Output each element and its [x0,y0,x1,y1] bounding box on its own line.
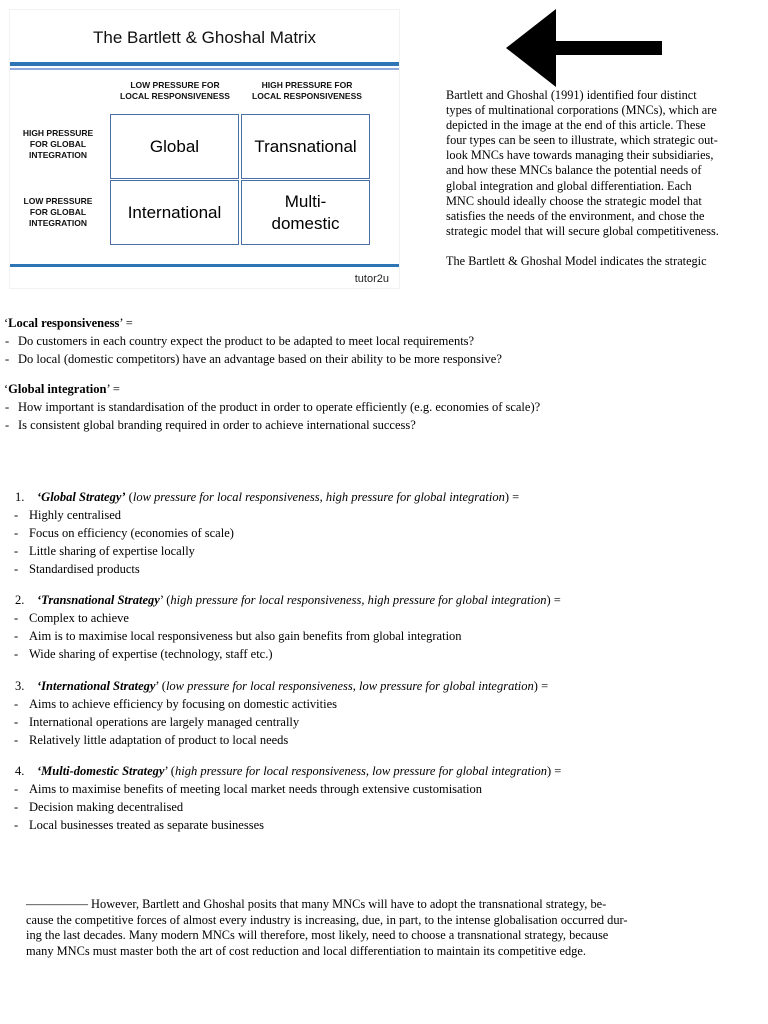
strategy-heading: 1. ‘Global Strategy’ (low pressure for local responsiveness, high pressure for global integration) = [15,490,520,504]
column-header-low-local: LOW PRESSURE FOR LOCAL RESPONSIVENESS [120,80,230,101]
list-item: - Do local (domestic competitors) have an advantage based on their ability to be more responsive? [4,350,764,368]
list-item: - Decision making decentralised [0,798,768,816]
definition-term: Global integration [8,382,107,396]
strategy-list [0,609,768,663]
list-item: - Highly centralised [0,506,768,524]
definition-global-integration [4,380,764,434]
strategy-name: ‘Transnational Strategy [37,593,160,607]
list-item: - Relatively little adaptation of product to local needs [0,731,768,749]
figure-title: The Bartlett & Ghoshal Matrix [93,28,316,47]
list-item: - Is consistent global branding required in order to achieve international success? [4,416,764,434]
intro-paragraph-1: Bartlett and Ghoshal (1991) identified four distinct types of multinational corporations (MNCs), which are depicted in the image at the end of this article. These four types can be seen to illustrate, which strategic out- look MNCs have towards managing their subsidiaries, and how these MNCs balance the potential needs of global integration and global differentiation. Each MNC should ideally choose the strategic model that satisfies the needs of the environment, and chose the strategic model that will secure global competitiveness. [446,88,719,238]
conclusion-paragraph: ————— However, Bartlett and Ghoshal posits that many MNCs will have to adopt the transnational strategy, be- cause the competitive forces of almost every industry is increasing, due, in part, to the intense globalisation occurred dur- ing the last decades. Many modern MNCs will therefore, most likely, need to choose a transnational strategy, because many MNCs must master both the art of cost reduction and local differentiation to maintain its competitive edge. [26,897,628,958]
matrix-cell-global: Global [110,114,239,179]
list-item: - How important is standardisation of the product in order to operate efficiently (e.g. economies of scale)? [4,398,764,416]
list-item: - Local businesses treated as separate businesses [0,816,768,834]
column-header-high-local: HIGH PRESSURE FOR LOCAL RESPONSIVENESS [252,80,362,101]
strategy-name: ‘Multi-domestic Strategy [37,764,165,778]
definition-list [4,332,764,368]
row-header-high-global: HIGH PRESSURE FOR GLOBAL INTEGRATION [22,128,94,160]
strategy-list [0,506,768,578]
strategy-list [0,695,768,749]
definition-local-responsiveness [4,314,764,368]
definition-heading: ‘Local responsiveness’ = [4,316,133,330]
matrix-cell-transnational: Transnational [241,114,370,179]
list-item: - Wide sharing of expertise (technology, staff etc.) [0,645,768,663]
list-item: - Focus on efficiency (economies of scale) [0,524,768,542]
figure-bottom-rule [10,264,399,267]
matrix-cell-international: International [110,180,239,245]
list-item: - Little sharing of expertise locally [0,542,768,560]
strategy-name: ‘International Strategy [37,679,156,693]
intro-text [446,88,762,271]
matrix-cell-multidomestic: Multi- domestic [241,180,370,245]
strategy-transnational [0,591,768,663]
figure-top-rule [10,62,399,66]
strategy-international [0,677,768,749]
matrix-figure [10,10,399,288]
figure-top-rule-thin [10,68,399,70]
strategy-heading: 3. ‘International Strategy’ (low pressure for local responsiveness, low pressure for global integration) = [15,679,549,693]
list-item: - Complex to achieve [0,609,768,627]
strategy-list [0,780,768,834]
figure-brand: tutor2u [354,273,389,285]
list-item: - Aims to maximise benefits of meeting local market needs through extensive customisation [0,780,768,798]
list-item: - International operations are largely managed centrally [0,713,768,731]
strategy-heading: 2. ‘Transnational Strategy’ (high pressure for local responsiveness, high pressure for global integration) = [15,593,561,607]
intro-paragraph-2: The Bartlett & Ghoshal Model indicates the strategic [446,253,707,268]
left-arrow-icon [506,9,662,87]
list-item: - Aim is to maximise local responsiveness but also gain benefits from global integration [0,627,768,645]
list-item: - Do customers in each country expect the product to be adapted to meet local requirements? [4,332,764,350]
list-item: - Standardised products [0,560,768,578]
strategy-heading: 4. ‘Multi-domestic Strategy’ (high pressure for local responsiveness, low pressure for global integration) = [15,764,562,778]
strategy-global [0,488,768,578]
list-item: - Aims to achieve efficiency by focusing on domestic activities [0,695,768,713]
definition-term: Local responsiveness [8,316,120,330]
strategy-name: ‘Global Strategy’ [37,490,126,504]
row-header-low-global: LOW PRESSURE FOR GLOBAL INTEGRATION [23,196,93,228]
definition-heading: ‘Global integration’ = [4,382,120,396]
strategy-multidomestic [0,762,768,834]
definition-list [4,398,764,434]
